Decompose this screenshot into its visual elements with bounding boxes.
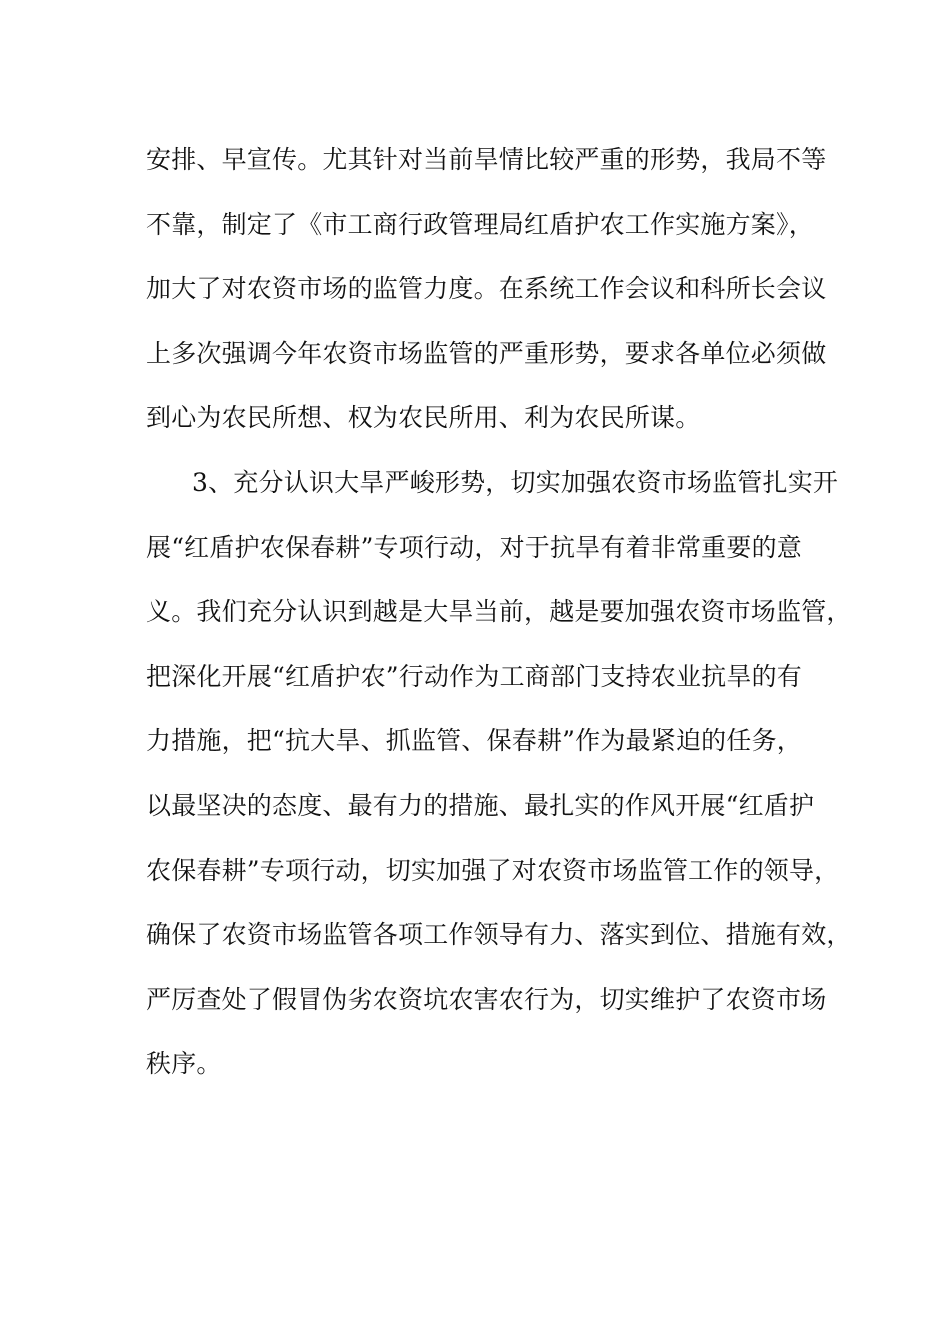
paragraph-first-line: 3、充分认识大旱严峻形势，切实加强农资市场监管扎实开 (192, 467, 839, 497)
text-line: 安排、早宣传。尤其针对当前旱情比较严重的形势，我局不等 (146, 145, 827, 174)
text-line: 秩序。 (146, 1049, 222, 1079)
text-line: 到心为农民所想、权为农民所用、利为农民所谋。 (146, 403, 701, 433)
text-line: 严厉查处了假冒伪劣农资坑农害农行为，切实维护了农资市场 (146, 984, 827, 1014)
text-line: 力措施，把“抗大旱、抓监管、保春耕”作为最紧迫的任务， (146, 726, 802, 756)
text-line: 农保春耕”专项行动，切实加强了对农资市场监管工作的领导， (146, 855, 840, 885)
text-line: 把深化开展“红盾护农”行动作为工商部门支持农业抗旱的有 (146, 661, 802, 691)
text-line: 义。我们充分认识到越是大旱当前，越是要加强农资市场监管， (146, 597, 852, 627)
text-line: 加大了对农资市场的监管力度。在系统工作会议和科所长会议 (146, 274, 827, 304)
text-line: 确保了农资市场监管各项工作领导有力、落实到位、措施有效， (146, 920, 852, 950)
text-line: 以最坚决的态度、最有力的措施、最扎实的作风开展“红盾护 (146, 790, 815, 820)
text-line: 不靠，制定了《市工商行政管理局红盾护农工作实施方案》， (146, 209, 814, 239)
text-line: 上多次强调今年农资市场监管的严重形势，要求各单位必须做 (146, 338, 827, 368)
text-line: 展“红盾护农保春耕”专项行动，对于抗旱有着非常重要的意 (146, 532, 802, 562)
document-body (146, 128, 852, 1097)
